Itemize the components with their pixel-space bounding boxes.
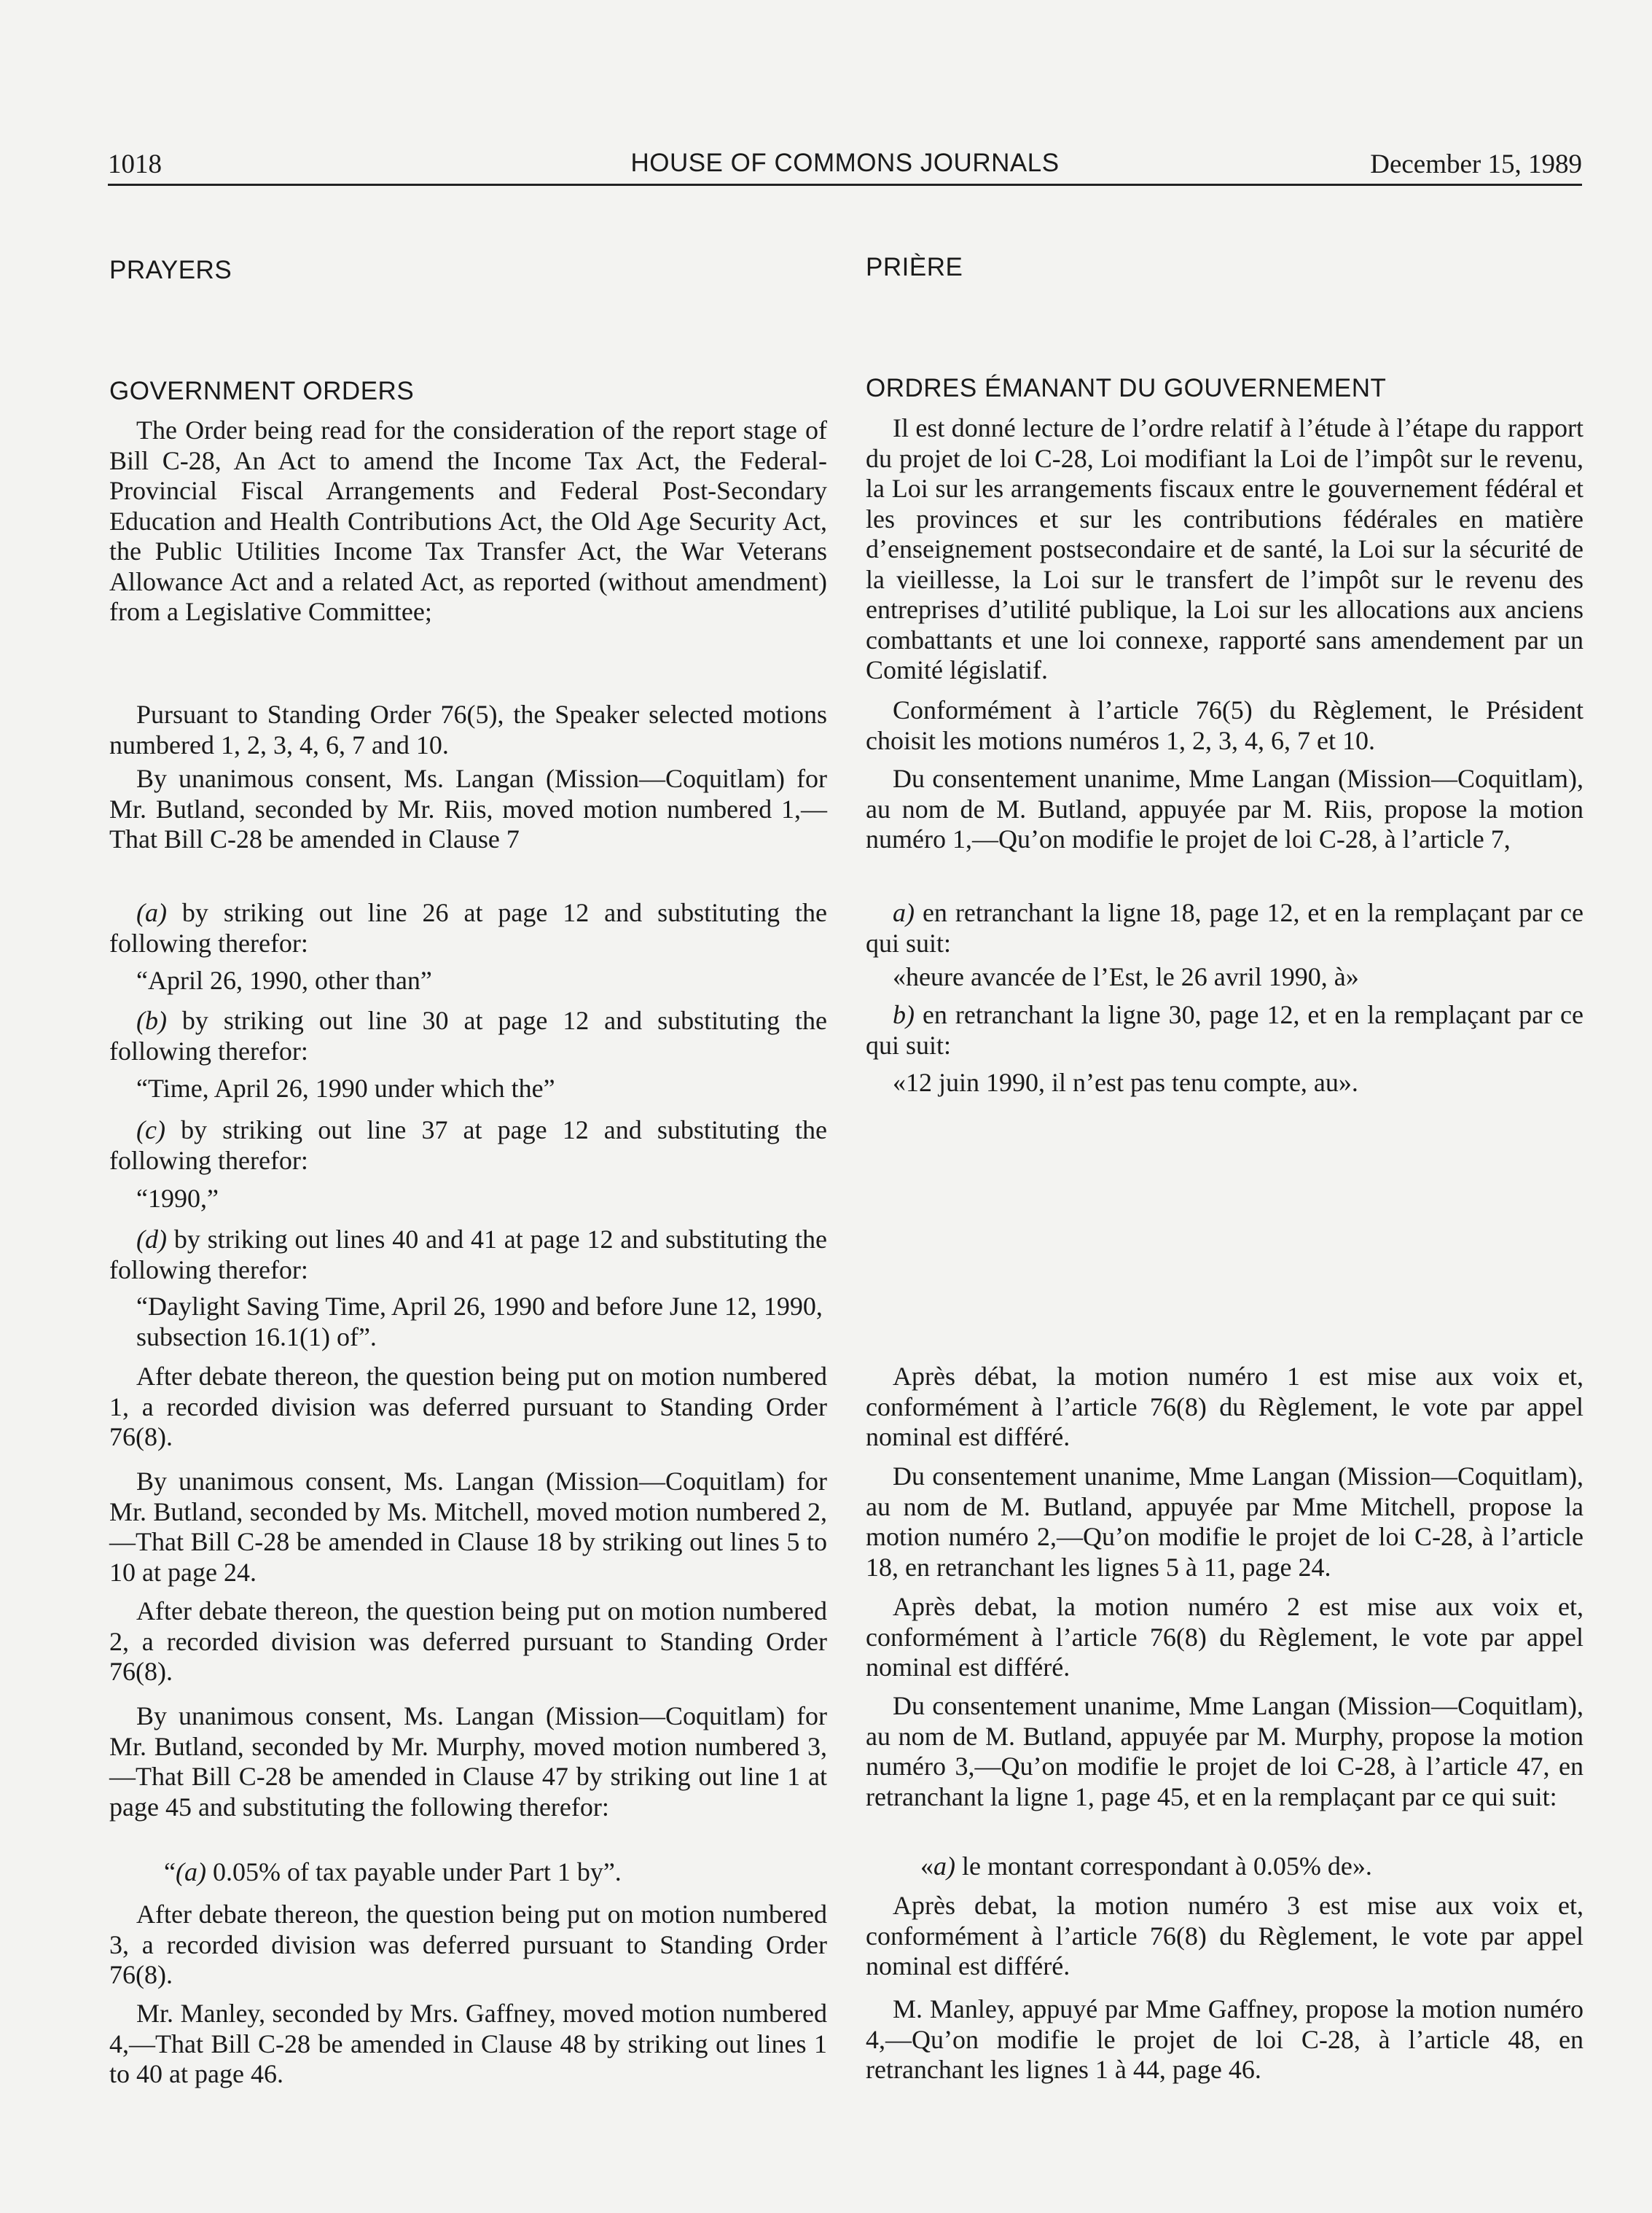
debate-1-paragraph: After debate thereon, the question being put on motion numbered 1, a recorded division was deferred pursuant to Standing Order 76(8). bbox=[109, 1362, 827, 1451]
lecture-paragraph: Il est donné lecture de l’ordre relatif à l’étude à l’étape du rapport du projet de loi C-28, Loi modifiant la Loi de l’impôt sur le revenu, la Loi sur les arrangements fiscaux entre le gouvernement fédéral et les provinces et sur les contributions fédérales en matière d’enseignement postsecondaire et de santé, la Loi sur la sécurité de la vieillesse, la Loi sur le transfert de l’impôt sur le revenu des entreprises d’utilité publique, la Loi sur les allocations aux anciens combattants et une loi connexe, rapporté sans amendement par un Comité législatif. bbox=[866, 413, 1584, 684]
motion-3-quote-text: 0.05% of tax payable under Part 1 by”. bbox=[205, 1857, 622, 1886]
amendment-d-text: by striking out lines 40 and 41 at page 12 and substituting the following therefor: bbox=[109, 1225, 827, 1284]
motion-3-quote bbox=[109, 1857, 827, 1888]
quote-mark: « bbox=[920, 1851, 933, 1881]
amendement-a-quote: «heure avancée de l’Est, le 26 avril 1990, à» bbox=[893, 962, 1359, 991]
motion-3-fr-quote-text: le montant correspondant à 0.05% de». bbox=[955, 1851, 1372, 1881]
prayers-heading: PRAYERS bbox=[109, 256, 232, 284]
priere-heading: PRIÈRE bbox=[866, 253, 963, 281]
amendment-c-text: by striking out line 37 at page 12 and substituting the following therefor: bbox=[109, 1115, 827, 1175]
motion-1-fr-paragraph: Du consentement unanime, Mme Langan (Mission—Coquitlam), au nom de M. Butland, appuyée par M. Riis, propose la motion numéro 1,—Qu’on modifie le projet de loi C-28, à l’article 7, bbox=[866, 764, 1584, 854]
conformement-paragraph: Conformément à l’article 76(5) du Règlement, le Président choisit les motions numéros 1, 2, 3, 4, 6, 7 et 10. bbox=[866, 695, 1584, 755]
debat-1-paragraph: Après débat, la motion numéro 1 est mise aux voix et, conformément à l’article 76(8) du Règlement, le vote par appel nominal est différé. bbox=[866, 1362, 1584, 1451]
amendment-b-label: (b) bbox=[136, 1006, 167, 1035]
amendment-a-label: (a) bbox=[136, 898, 167, 927]
amendment-a-text: by striking out line 26 at page 12 and substituting the following therefor: bbox=[109, 898, 827, 958]
motion-3-fr-paragraph: Du consentement unanime, Mme Langan (Mission—Coquitlam), au nom de M. Butland, appuyée par M. Murphy, propose la motion numéro 3,—Qu’on modifie le projet de loi C-28, à l’article 47, en retranchant la ligne 1, page 45, et en la remplaçant par ce qui suit: bbox=[866, 1691, 1584, 1811]
amendement-b-label: b) bbox=[893, 1000, 915, 1029]
motion-3-quote-label: (a) bbox=[175, 1857, 206, 1886]
amendement-b-quote: «12 juin 1990, il n’est pas tenu compte, au». bbox=[893, 1068, 1358, 1097]
quote-mark: “ bbox=[164, 1857, 176, 1886]
page-number: 1018 bbox=[108, 149, 162, 179]
amendment-d-quote: “Daylight Saving Time, April 26, 1990 and before June 12, 1990, subsection 16.1(1) of”. bbox=[136, 1292, 823, 1351]
motion-4-paragraph: Mr. Manley, seconded by Mrs. Gaffney, moved motion numbered 4,—That Bill C-28 be amended in Clause 48 by striking out lines 1 to 40 at page 46. bbox=[109, 1999, 827, 2088]
amendement-b bbox=[866, 1000, 1584, 1061]
amendment-a bbox=[109, 898, 827, 959]
amendement-a-text: en retranchant la ligne 18, page 12, et en la remplaçant par ce qui suit: bbox=[866, 898, 1584, 958]
journal-title: HOUSE OF COMMONS JOURNALS bbox=[630, 149, 1060, 177]
debat-3-paragraph: Après debat, la motion numéro 3 est mise aux voix et, conformément à l’article 76(8) du Règlement, le vote par appel nominal est différé. bbox=[866, 1891, 1584, 1980]
amendment-c-label: (c) bbox=[136, 1115, 165, 1144]
motion-1-paragraph: By unanimous consent, Ms. Langan (Mission—Coquitlam) for Mr. Butland, seconded by Mr. Riis, moved motion numbered 1,—That Bill C-28 be amended in Clause 7 bbox=[109, 764, 827, 854]
motion-2-fr-paragraph: Du consentement unanime, Mme Langan (Mission—Coquitlam), au nom de M. Butland, appuyée par Mme Mitchell, propose la motion numéro 2,—Qu’on modifie le projet de loi C-28, à l’article 18, en retranchant les lignes 5 à 11, page 24. bbox=[866, 1461, 1584, 1582]
amendement-a-label: a) bbox=[893, 898, 915, 927]
ordres-heading: ORDRES ÉMANANT DU GOUVERNEMENT bbox=[866, 374, 1387, 402]
amendment-b bbox=[109, 1006, 827, 1066]
amendment-b-quote: “Time, April 26, 1990 under which the” bbox=[136, 1074, 555, 1103]
amendement-a bbox=[866, 898, 1584, 959]
amendment-d-label: (d) bbox=[136, 1225, 167, 1254]
amendement-b-text: en retranchant la ligne 30, page 12, et en la remplaçant par ce qui suit: bbox=[866, 1000, 1584, 1060]
motion-3-fr-quote-label: a) bbox=[933, 1851, 955, 1881]
amendment-d bbox=[109, 1225, 827, 1285]
motion-2-paragraph: By unanimous consent, Ms. Langan (Mission—Coquitlam) for Mr. Butland, seconded by Ms. Mitchell, moved motion numbered 2,—That Bill C-28 be amended in Clause 18 by striking out lines 5 to 10 at page 24. bbox=[109, 1467, 827, 1587]
debate-3-paragraph: After debate thereon, the question being put on motion numbered 3, a recorded division was deferred pursuant to Standing Order 76(8). bbox=[109, 1900, 827, 1989]
motion-3-fr-quote bbox=[866, 1851, 1584, 1882]
motion-3-paragraph: By unanimous consent, Ms. Langan (Mission—Coquitlam) for Mr. Butland, seconded by Mr. Murphy, moved motion numbered 3,—That Bill C-28 be amended in Clause 47 by striking out line 1 at page 45 and substituting the following therefor: bbox=[109, 1701, 827, 1822]
amendment-c bbox=[109, 1115, 827, 1176]
page-header bbox=[108, 146, 1582, 186]
debate-2-paragraph: After debate thereon, the question being put on motion numbered 2, a recorded division was deferred pursuant to Standing Order 76(8). bbox=[109, 1596, 827, 1686]
pursuant-paragraph: Pursuant to Standing Order 76(5), the Speaker selected motions numbered 1, 2, 3, 4, 6, 7 and 10. bbox=[109, 700, 827, 760]
government-orders-heading: GOVERNMENT ORDERS bbox=[109, 377, 415, 405]
amendment-a-quote: “April 26, 1990, other than” bbox=[136, 966, 432, 995]
amendment-b-text: by striking out line 30 at page 12 and substituting the following therefor: bbox=[109, 1006, 827, 1066]
motion-4-fr-paragraph: M. Manley, appuyé par Mme Gaffney, propose la motion numéro 4,—Qu’on modifie le projet de loi C-28, à l’article 48, en retranchant les lignes 1 à 44, page 46. bbox=[866, 1994, 1584, 2084]
order-read-paragraph: The Order being read for the consideration of the report stage of Bill C-28, An Act to amend the Income Tax Act, the Federal-Provincial Fiscal Arrangements and Federal Post-Secondary Education and Health Contributions Act, the Old Age Security Act, the Public Utilities Income Tax Transfer Act, the War Veterans Allowance Act and a related Act, as reported (without amendment) from a Legislative Committee; bbox=[109, 415, 827, 626]
journal-date: December 15, 1989 bbox=[1370, 149, 1582, 179]
amendment-c-quote: “1990,” bbox=[136, 1184, 219, 1213]
debat-2-paragraph: Après debat, la motion numéro 2 est mise aux voix et, conformément à l’article 76(8) du Règlement, le vote par appel nominal est différé. bbox=[866, 1592, 1584, 1682]
